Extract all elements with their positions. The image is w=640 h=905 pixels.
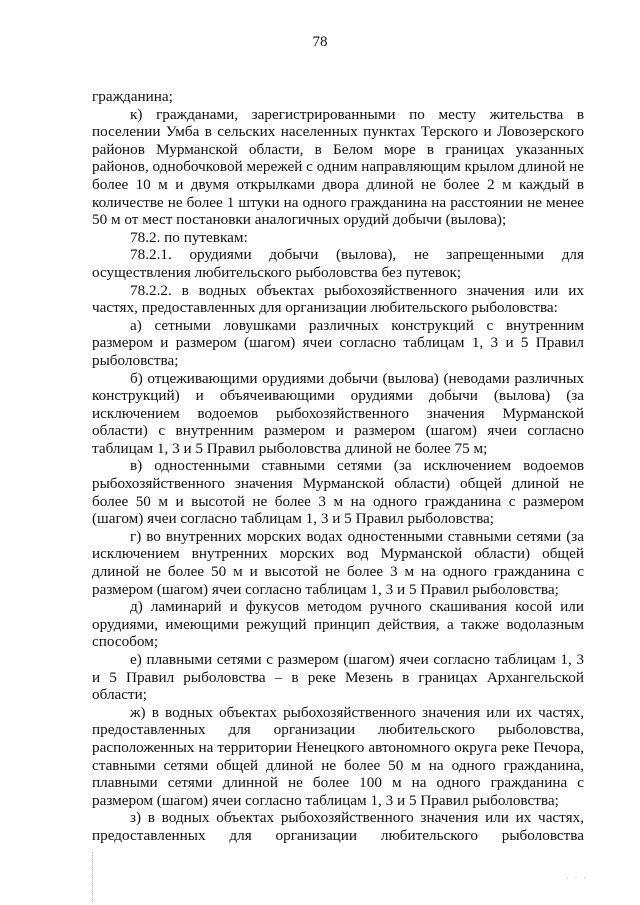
paragraph-item-e: е) плавными сетями с размером (шагом) ячеи согласно таблицам 1, 3 и 5 Правил рыболовства – в реке Мезень в границах Архангельской области; bbox=[92, 651, 584, 704]
page-number: 78 bbox=[312, 34, 328, 50]
paragraph-item-z: з) в водных объектах рыбохозяйственного значения или их частях, предоставленных для организации любительского рыболовства bbox=[92, 809, 584, 844]
paragraph-item-v: в) одностенными ставными сетями (за исключением водоемов рыбохозяйственного значения Мурманской области) общей длиной не более 50 м и высотой не более 3 м на одного гражданина с размером (шагом) ячеи согласно таблицам 1, 3 и 5 Правил рыболовства; bbox=[92, 457, 584, 528]
paragraph-continuation: гражданина; bbox=[92, 88, 173, 105]
paragraph-item-a: а) сетными ловушками различных конструкций с внутренним размером и размером (шагом) ячеи согласно таблицам 1, 3 и 5 Правил рыболовства; bbox=[92, 316, 584, 369]
paragraph-item-k: к) гражданами, зарегистрированными по месту жительства в поселении Умба в сельских населенных пунктах Терского и Ловозерского районов Мурманской области, в Белом море в границах указанных районов, однобочковой мережей с одним направляющим крылом длиной не более 10 м и двумя открылками двора длиной не более 2 м каждый в количестве не более 1 штуки на одного гражданина на расстоянии не менее 50 м от мест постановки аналогичных орудий добычи (вылова); bbox=[92, 105, 584, 229]
paragraph-item-d: д) ламинарий и фукусов методом ручного скашивания косой или орудиями, имеющими режущий принцип действия, а также водолазным способом; bbox=[92, 598, 584, 651]
paragraph-78-2-2: 78.2.2. в водных объектах рыбохозяйственного значения или их частях, предоставленных для организации любительского рыболовства: bbox=[92, 281, 584, 317]
scan-artifact-dots: · · · bbox=[566, 874, 588, 883]
paragraph-item-b: б) отцеживающими орудиями добычи (вылова) (неводами различных конструкций) и объячеивающими орудиями добычи (вылова) (за исключением водоемов рыбохозяйственного значения Мурманской области) с внутренним размером и размером (шагом) ячеи согласно таблицам 1, 3 и 5 Правил рыболовства длиной не более 75 м; bbox=[92, 369, 584, 457]
paragraph-item-zh: ж) в водных объектах рыбохозяйственного значения или их частях, предоставленных для организации любительского рыболовства, расположенных на территории Ненецкого автономного округа реке Печора, ставными сетями общей длиной не более 50 м на одного гражданина, плавными сетями длинной не более 100 м на одного гражданина с размером (шагом) ячеи согласно таблицам 1, 3 и 5 Правил рыболовства; bbox=[92, 703, 584, 809]
paragraph-78-2: 78.2. по путевкам: bbox=[130, 228, 248, 246]
document-body bbox=[92, 88, 584, 845]
paragraph-78-2-1: 78.2.1. орудиями добычи (вылова), не запрещенными для осуществления любительского рыболовства без путевок; bbox=[92, 246, 584, 281]
scan-artifact-line bbox=[92, 852, 94, 902]
paragraph-item-g: г) во внутренних морских водах одностенными ставными сетями (за исключением внутренних морских вод Мурманской области) общей длиной не более 50 м и высотой не более 3 м на одного гражданина с размером (шагом) ячеи согласно таблицам 1, 3 и 5 Правил рыболовства; bbox=[92, 527, 584, 598]
